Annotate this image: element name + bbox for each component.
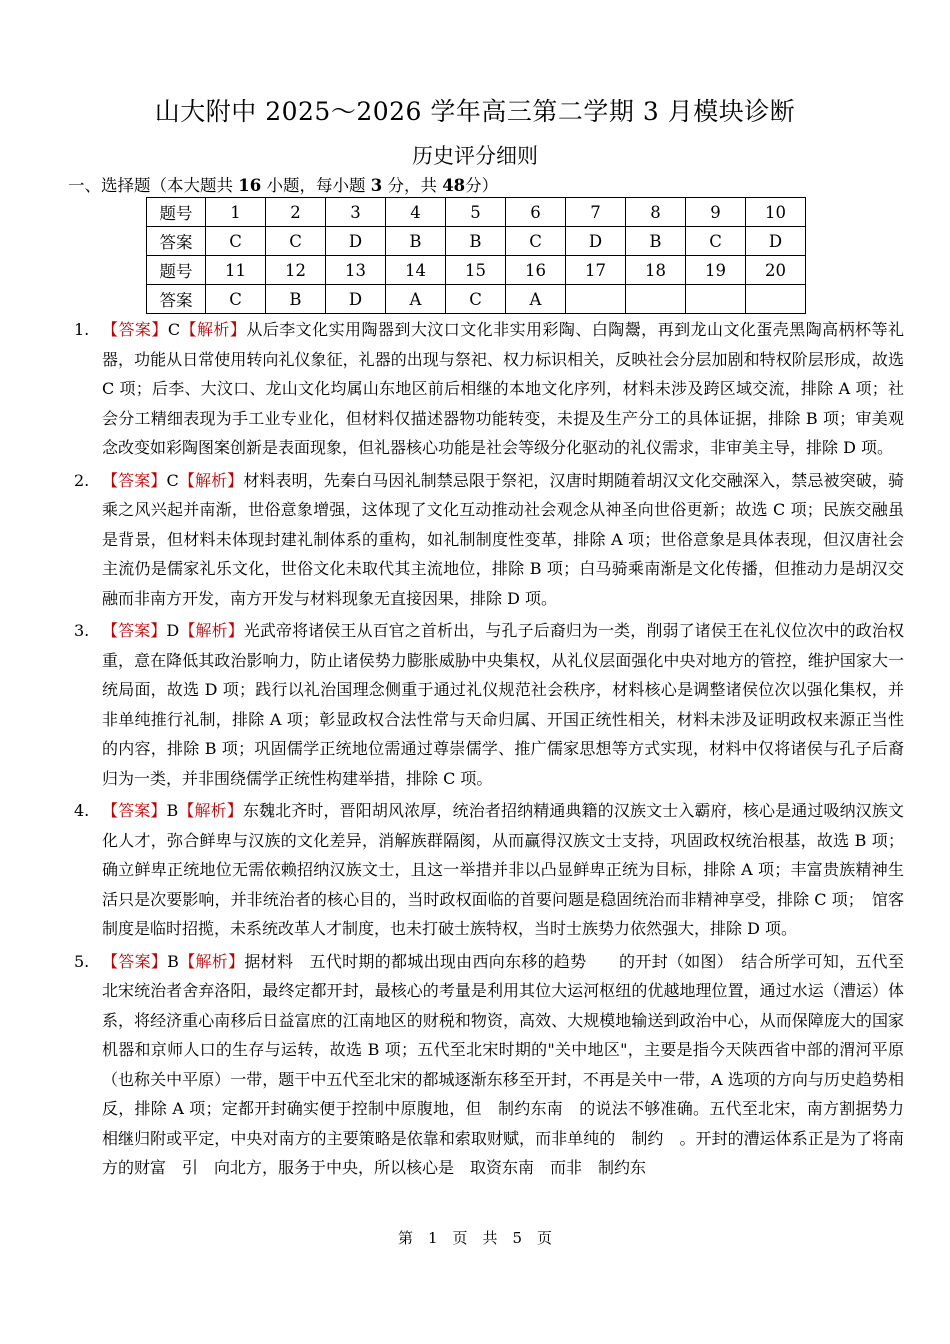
question-number-cell: 8	[626, 198, 686, 227]
explanation-list	[74, 315, 921, 1186]
item-number: 2.	[74, 470, 90, 490]
question-number-cell: 3	[326, 198, 386, 227]
answer-letter: C	[166, 470, 179, 490]
row-label: 答案	[147, 227, 206, 256]
section-end: 分）	[465, 176, 499, 195]
answer-cell: B	[386, 227, 446, 256]
question-number-cell: 9	[686, 198, 746, 227]
question-number-cell: 20	[746, 256, 806, 285]
answer-cell: A	[386, 285, 446, 314]
item-body	[102, 796, 921, 944]
answer-table	[146, 197, 806, 314]
question-row	[147, 256, 806, 285]
explanation-item	[74, 315, 904, 463]
question-count: 16	[238, 176, 262, 195]
item-number: 4.	[74, 801, 90, 820]
answer-cell: C	[686, 227, 746, 256]
row-label: 答案	[147, 285, 206, 314]
item-number: 1.	[74, 320, 90, 339]
question-number-cell: 17	[566, 256, 626, 285]
answer-letter: B	[167, 951, 179, 971]
question-row	[147, 198, 806, 227]
page-title: 山大附中 2025～2026 学年高三第二学期 3 月模块诊断	[154, 97, 796, 126]
page-subtitle: 历史评分细则	[412, 144, 538, 168]
answer-tag: 【答案】	[102, 621, 167, 640]
question-number-cell: 18	[626, 256, 686, 285]
analysis-tag: 【解析】	[178, 470, 244, 490]
total-points: 48	[442, 176, 466, 195]
answer-cell: B	[446, 227, 506, 256]
row-label: 题号	[147, 256, 206, 285]
answer-tag: 【答案】	[102, 470, 167, 490]
item-body	[102, 466, 904, 614]
analysis-text: 光武帝将诸侯王从百官之首析出，与孔子后裔归为一类，削弱了诸侯王在礼仪位次中的政治权重，意在降低其政治影响力，防止诸侯势力膨胀威胁中央集权，从礼仪层面强化中央对地方的管控，维护国家大一统局面，故选 D 项；践行以礼治国理念侧重于通过礼仪规范社会秩序，材料核心是调整诸侯位次以强化集权，并非单纯推行礼制，排除 A 项；彰显政权合法性常与天命归属、开国正统性相关，材料未涉及证明政权来源正当性的内容，排除 B 项；巩固儒学正统地位需通过尊崇儒学、推广儒家思想等方式实现，材料中仅将诸侯与孔子后裔归为一类，并非围绕儒学正统性构建举措，排除 C 项。	[102, 621, 904, 788]
analysis-text: 从后李文化实用陶器到大汶口文化非实用彩陶、白陶鬶，再到龙山文化蛋壳黑陶高柄杯等礼器，功能从日常使用转向礼仪象征，礼器的出现与祭祀、权力标识相关，反映社会分层加剧和特权阶层形成，故选 C 项；后李、大汶口、龙山文化均属山东地区前后相继的本地文化序列，材料未涉及跨区域交流，排除 A 项；社会分工精细表现为手工业专业化，但材料仅描述器物功能转变，未提及生产分工的具体证据，排除 B 项；审美观念改变如彩陶图案创新是表面现象，但礼器核心功能是社会等级分化驱动的礼仪需求，非审美主导，排除 D 项。	[102, 320, 904, 457]
question-number-cell: 19	[686, 256, 746, 285]
question-number-cell: 14	[386, 256, 446, 285]
item-number: 3.	[74, 621, 90, 640]
answer-cell	[686, 285, 746, 314]
question-number-cell: 1	[206, 198, 266, 227]
question-number-cell: 15	[446, 256, 506, 285]
answer-cell: C	[266, 227, 326, 256]
analysis-tag: 【解析】	[178, 951, 245, 971]
page-footer: 第 1 页 共 5 页	[397, 1229, 553, 1247]
answer-cell: C	[506, 227, 566, 256]
question-number-cell: 6	[506, 198, 566, 227]
analysis-text: 据材料 五代时期的都城出现由西向东移的趋势 的开封（如图） 结合所学可知，五代至北宋统治者舍弃洛阳，最终定都开封，最核心的考量是利用其位大运河枢纽的优越地理位置，通过水运（漕运）体系，将经济重心南移后日益富庶的江南地区的财税和物资，高效、大规模地输送到政治中心，从而保障庞大的国家机器和京师人口的生存与运转，故选 B 项；五代至北宋时期的"关中地区"，主要是指今天陕西省中部的渭河平原（也称关中平原）一带，题干中五代至北宋的都城逐渐东移至开封，不再是关中一带，A 选项的方向与历史趋势相反，排除 A 项；定都开封确实便于控制中原腹地，但 制约东南 的说法不够准确。五代至北宋，南方割据势力相继归附或平定，中央对南方的主要策略是依靠和索取财赋，而非单纯的 制约 。开封的漕运体系正是为了将南方的财富 引 向北方，服务于中央，所以核心是 取资东南 而非 制约东	[102, 951, 904, 1177]
answer-cell: B	[266, 285, 326, 314]
answer-cell: A	[506, 285, 566, 314]
answer-tag: 【答案】	[102, 951, 168, 971]
item-body	[102, 947, 904, 1183]
analysis-tag: 【解析】	[179, 621, 244, 640]
analysis-text: 东魏北齐时，晋阳胡风浓厚，统治者招纳精通典籍的汉族文士入霸府，核心是通过吸纳汉族文化人才，弥合鲜卑与汉族的文化差异，消解族群隔阂，从而赢得汉族文士支持，巩固政权统治根基，故选 B 项；确立鲜卑正统地位无需依赖招纳汉族文士，且这一举措并非以凸显鲜卑正统为目标，排除 A 项；丰富贵族精神生活只是次要影响，并非统治者的核心目的，当时政权面临的首要问题是稳固统治而非精神享受，排除 C 项； 馆客 制度是临时招揽，未系统改革人才制度，也未打破士族特权，当时士族势力依然强大，排除 D 项。	[102, 801, 921, 938]
question-number-cell: 13	[326, 256, 386, 285]
question-number-cell: 4	[386, 198, 446, 227]
item-body	[102, 315, 904, 463]
answer-cell: C	[206, 285, 266, 314]
answer-cell	[566, 285, 626, 314]
answer-cell	[626, 285, 686, 314]
answer-cell: D	[326, 285, 386, 314]
answer-cell: C	[446, 285, 506, 314]
explanation-item	[74, 947, 904, 1183]
section-mid2: 分，共	[387, 176, 437, 195]
answer-tag: 【答案】	[102, 320, 168, 339]
answer-cell: D	[566, 227, 626, 256]
question-number-cell: 16	[506, 256, 566, 285]
analysis-text: 材料表明，先秦白马因礼制禁忌限于祭祀，汉唐时期随着胡汉文化交融深入，禁忌被突破，骑乘之风兴起并南渐，世俗意象增强，这体现了文化互动推动社会观念从神圣向世俗更新；故选 C 项；民族交融虽是背景，但材料未体现封建礼制体系的重构，如礼制制度性变革，排除 A 项；世俗意象是具体表现，但汉唐社会主流仍是儒家礼乐文化，世俗文化未取代其主流地位，排除 B 项；白马骑乘南渐是文化传播，但推动力是胡汉交融而非南方开发，南方开发与材料现象无直接因果，排除 D 项。	[102, 470, 904, 608]
section-heading	[68, 172, 498, 196]
explanation-item	[74, 466, 904, 614]
explanation-item	[74, 796, 921, 944]
row-label: 题号	[147, 198, 206, 227]
question-number-cell: 11	[206, 256, 266, 285]
item-number: 5.	[74, 951, 90, 971]
item-body	[102, 616, 904, 793]
points-each: 3	[370, 176, 383, 195]
answer-cell: C	[206, 227, 266, 256]
answer-cell: D	[326, 227, 386, 256]
answer-letter: C	[167, 320, 181, 339]
explanation-item	[74, 616, 904, 793]
answer-tag: 【答案】	[102, 801, 167, 820]
question-number-cell: 2	[266, 198, 326, 227]
question-number-cell: 10	[746, 198, 806, 227]
answer-letter: B	[166, 801, 179, 820]
question-number-cell: 7	[566, 198, 626, 227]
answer-row	[147, 285, 806, 314]
section-mid1: 小题，每小题	[266, 176, 366, 195]
analysis-tag: 【解析】	[180, 320, 247, 339]
question-number-cell: 5	[446, 198, 506, 227]
section-label: 一、选择题（本大题共	[68, 176, 233, 195]
answer-row	[147, 227, 806, 256]
answer-letter: D	[166, 621, 180, 640]
answer-cell	[746, 285, 806, 314]
question-number-cell: 12	[266, 256, 326, 285]
answer-cell: D	[746, 227, 806, 256]
answer-cell: B	[626, 227, 686, 256]
analysis-tag: 【解析】	[178, 801, 243, 820]
